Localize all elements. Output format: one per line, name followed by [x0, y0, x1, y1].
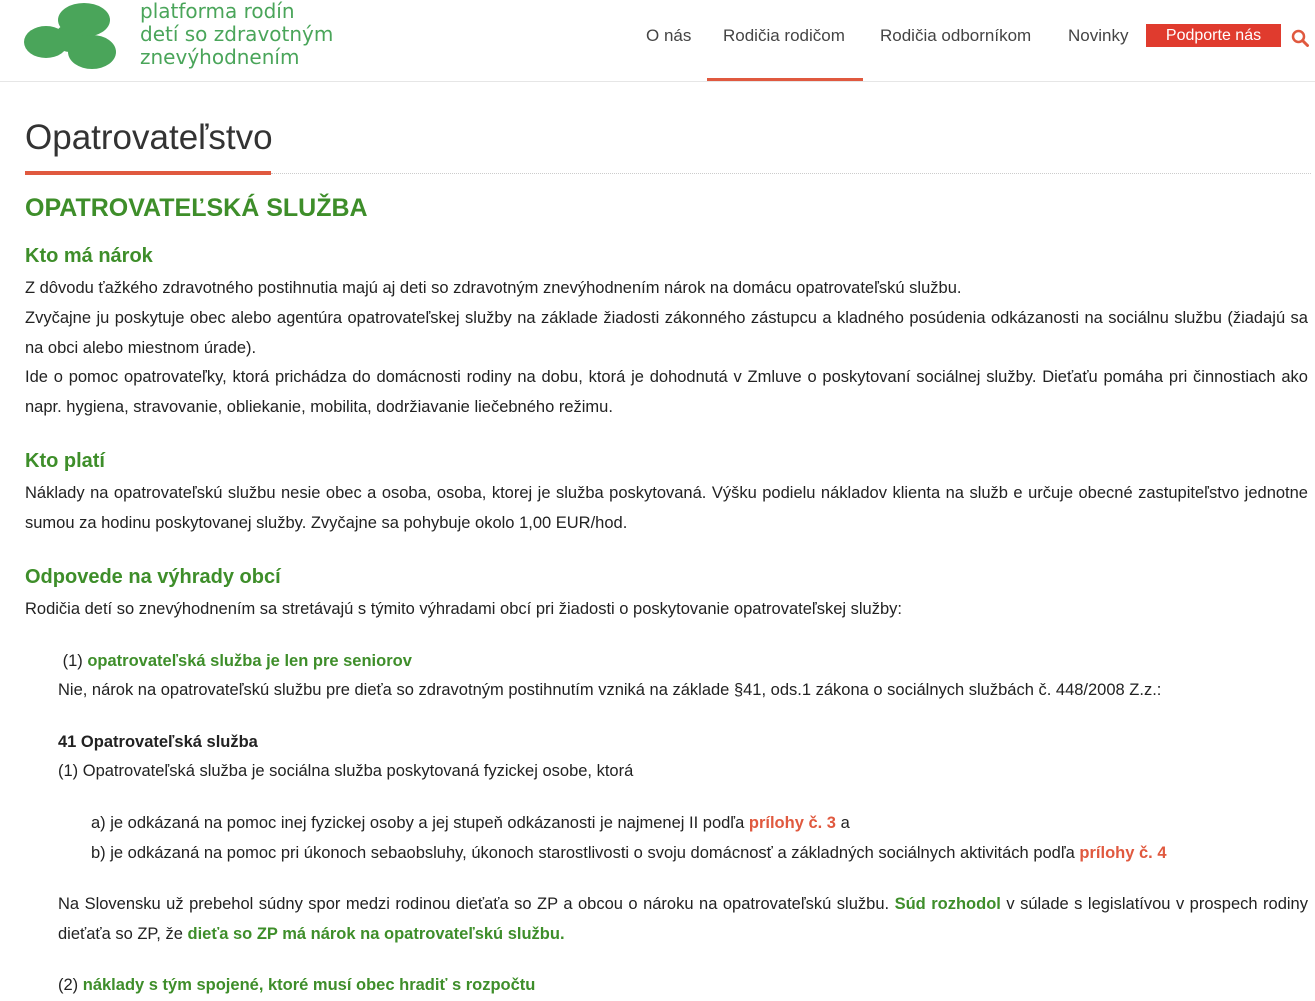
nav-o-nas[interactable]: O nás — [646, 26, 692, 45]
court-conclusion: dieťa so ZP má nárok na opatrovateľskú službu. — [187, 924, 565, 943]
nav-rodicia-odbornikom[interactable]: Rodičia odborníkom — [880, 26, 1032, 45]
court-text: Na Slovensku už prebehol súdny spor medzi rodinou dieťaťa so ZP a obcou o nároku na opatrovateľskú službu. — [58, 895, 895, 913]
paragraph: Náklady na opatrovateľskú službu nesie obec a osoba, osoba, ktorej je služba poskytovaná. Výšku podielu nákladov klienta na služb e určuje obecné zastupiteľstvo jednotne sumou za hodinu poskytovanej služby. Zvyčajne sa pohybuje okolo 1,00 EUR/hod. — [25, 484, 1308, 532]
title-underline — [25, 171, 271, 175]
nav-novinky[interactable]: Novinky — [1068, 26, 1129, 45]
law-item-b — [91, 839, 1308, 869]
section-heading-odpovede: Odpovede na výhrady obcí — [25, 566, 281, 588]
nav-rodicia-rodicom[interactable]: Rodičia rodičom — [723, 26, 845, 45]
support-button[interactable]: Podporte nás — [1146, 24, 1281, 47]
logo-text — [140, 0, 333, 69]
clover-logo-icon — [24, 2, 124, 72]
paragraph: Nie, nárok na opatrovateľskú službu pre dieťa so zdravotným postihnutím vzniká na základe §41, ods.1 zákona o sociálnych službách č. 448/2008 Z.z.: — [58, 681, 1162, 699]
objection-title: náklady s tým spojené, ktoré musí obec hradiť s rozpočtu — [82, 976, 536, 994]
logo-line-2: detí so zdravotným — [140, 22, 334, 46]
court-text-mid: v súlade s legislatívou v prospech rodiny dieťaťa so ZP, že — [58, 895, 1308, 943]
logo-line-3: znevýhodnením — [140, 45, 300, 69]
site-logo[interactable] — [24, 0, 334, 75]
law-item-a-text: a) je odkázaná na pomoc inej fyzickej osoby a jej stupeň odkázanosti je najmenej II podľa — [91, 814, 749, 832]
objection-2 — [58, 971, 1308, 1001]
article-heading: OPATROVATEĽSKÁ SLUŽBA — [25, 194, 368, 222]
active-nav-indicator — [707, 78, 863, 81]
priloha-4-link[interactable]: prílohy č. 4 — [1079, 844, 1167, 862]
law-item-b-text: b) je odkázaná na pomoc pri úkonoch sebaobsluhy, úkonoch starostlivosti o svoju domácnosť a základných sociálnych aktivitách podľa — [91, 844, 1080, 862]
section-heading-kto-plati: Kto platí — [25, 450, 105, 472]
objection-number: (2) — [58, 976, 83, 994]
court-paragraph — [58, 890, 1308, 949]
site-header — [0, 0, 1315, 82]
paragraph: Rodičia detí so znevýhodnením sa stretávajú s týmito výhradami obcí pri žiadosti o poskytovanie opatrovateľskej služby: — [25, 600, 902, 618]
paragraph: Z dôvodu ťažkého zdravotného postihnutia majú aj deti so zdravotným znevýhodnením nárok na domácu opatrovateľskú službu. — [25, 279, 962, 297]
paragraph: Ide o pomoc opatrovateľky, ktorá prichádza do domácnosti rodiny na dobu, ktorá je dohodnutá v Zmluve o poskytovaní sociálnej služby. Dieťaťu pomáha pri činnostiach ako napr. hygiena, stravovanie, obliekanie, mobilita, dodržiavanie liečebného režimu. — [25, 368, 1308, 416]
priloha-3-link[interactable]: prílohy č. 3 — [748, 814, 836, 832]
search-icon[interactable] — [1291, 29, 1309, 47]
paragraph: Zvyčajne ju poskytuje obec alebo agentúra opatrovateľskej služby na základe žiadosti zákonného zástupcu a kladného posúdenia odkázanosti na sociálnu službu (žiadajú sa na obci alebo miestnom úrade). — [25, 309, 1308, 357]
logo-line-1: platforma rodín — [140, 0, 295, 23]
law-item-a-suffix: a — [835, 814, 850, 832]
objection-1 — [58, 647, 1308, 677]
paragraph: (1) Opatrovateľská služba je sociálna služba poskytovaná fyzickej osobe, ktorá — [58, 762, 634, 780]
objection-number: (1) — [58, 652, 88, 670]
objection-title: opatrovateľská služba je len pre seniorov — [87, 652, 412, 670]
law-item-a — [91, 809, 1308, 839]
sud-rozhodol-link[interactable]: Súd rozhodol — [894, 895, 1001, 913]
title-divider — [271, 173, 1311, 174]
section-heading-kto-ma-narok: Kto má nárok — [25, 245, 153, 267]
law-heading: 41 Opatrovateľská služba — [58, 733, 258, 751]
page-title: Opatrovateľstvo — [25, 118, 273, 157]
